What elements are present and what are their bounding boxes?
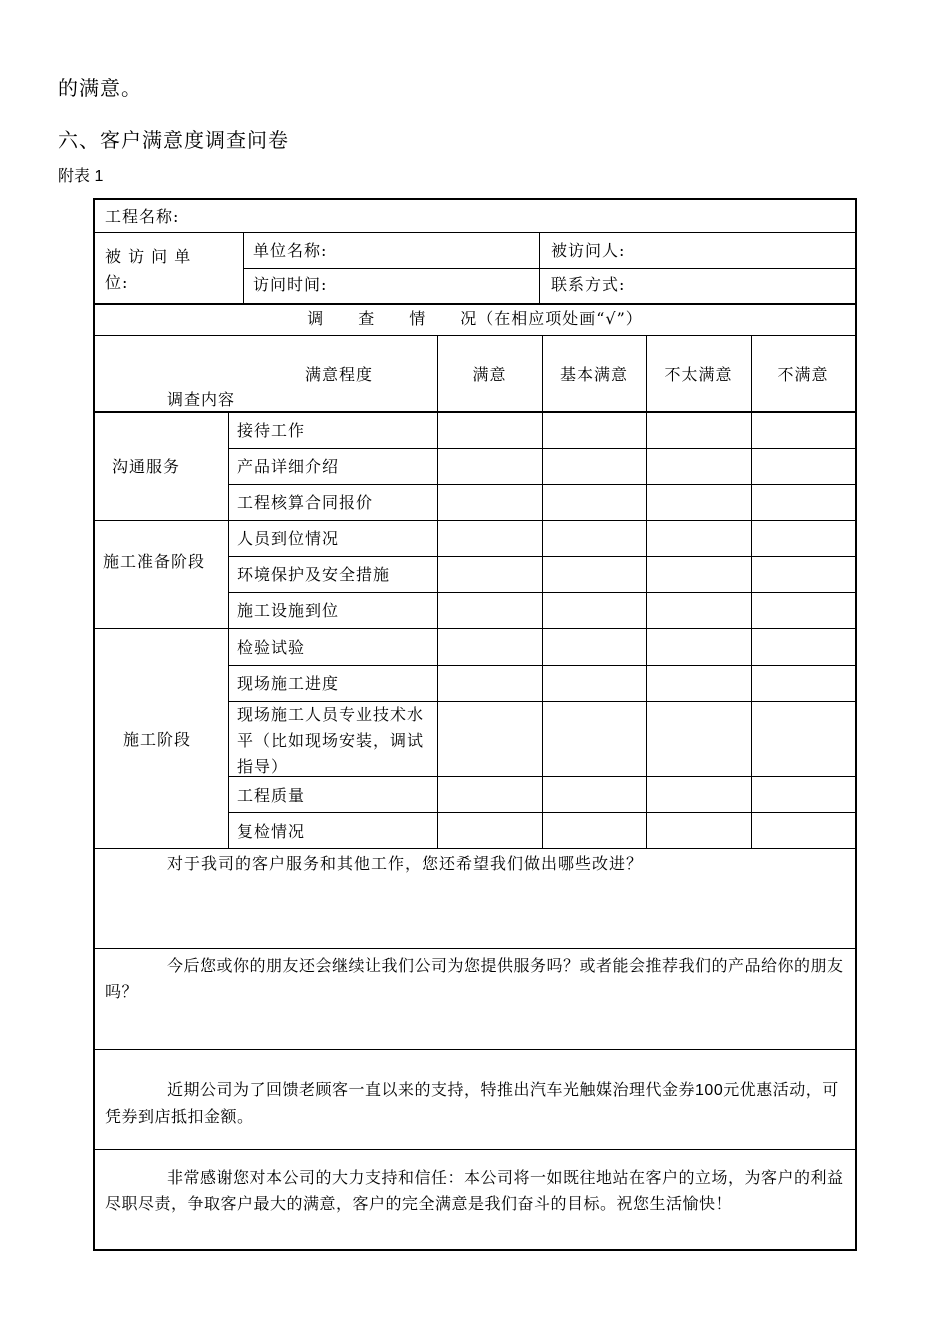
item-technical-level: 现场施工人员专业技术水平（比如现场安装，调试指导）	[237, 705, 425, 776]
item-personnel: 人员到位情况	[237, 529, 340, 548]
rule	[95, 848, 855, 849]
rule	[228, 411, 229, 848]
group-preparation: 施工准备阶段	[103, 552, 206, 571]
group-communication: 沟通服务	[112, 457, 181, 476]
item-quality: 工程质量	[237, 786, 306, 805]
contact-label: 联系方式:	[551, 275, 626, 294]
header-satisfaction-degree: 满意程度	[305, 365, 374, 384]
survey-table	[93, 198, 857, 1251]
project-name-label: 工程名称:	[105, 207, 180, 226]
rule	[95, 335, 855, 336]
unit-name-label: 单位名称:	[253, 241, 328, 260]
col-satisfied: 满意	[472, 365, 507, 384]
promo-after: 元优惠活动，可凭券到店抵扣金额。	[105, 1080, 839, 1126]
rule	[437, 335, 438, 848]
rule	[95, 1149, 855, 1150]
rule	[751, 335, 752, 848]
col-basically-satisfied: 基本满意	[559, 365, 628, 384]
promo-before: 近期公司为了回馈老顾客一直以来的支持，特推出汽车光触媒治理代金券	[167, 1080, 696, 1099]
rule	[95, 303, 855, 305]
rule	[95, 1049, 855, 1050]
interviewee-label: 被访问人:	[551, 241, 626, 260]
item-facilities: 施工设施到位	[237, 601, 340, 620]
promo-amount: 100	[695, 1082, 724, 1099]
rule	[243, 232, 244, 303]
visit-time-label: 访问时间:	[253, 275, 328, 294]
item-quote: 工程核算合同报价	[237, 493, 374, 512]
rule	[95, 948, 855, 949]
rule	[539, 232, 540, 303]
item-progress: 现场施工进度	[237, 674, 340, 693]
promo-text	[105, 1077, 849, 1130]
item-product-intro: 产品详细介绍	[237, 457, 340, 476]
appendix-label: 附表 1	[58, 168, 104, 185]
rule	[95, 520, 855, 521]
question-improvements: 对于我司的客户服务和其他工作，您还希望我们做出哪些改进？	[167, 854, 644, 873]
item-environment-safety: 环境保护及安全措施	[237, 565, 391, 584]
rule	[95, 232, 855, 233]
thanks-text: 非常感谢您对本公司的大力支持和信任：本公司将一如既往地站在客户的立场，为客户的利益尽职尽责，争取客户最大的满意，客户的完全满意是我们奋斗的目标。祝您生活愉快！	[105, 1168, 844, 1213]
header-survey-content: 调查内容	[167, 390, 236, 409]
visited-unit-label: 被 访 问 单	[105, 247, 192, 266]
rule	[243, 268, 855, 269]
rule	[542, 335, 543, 848]
item-recheck: 复检情况	[237, 822, 306, 841]
rule	[95, 628, 855, 629]
col-dissatisfied: 不满意	[777, 365, 829, 384]
rule	[646, 335, 647, 848]
col-not-very-satisfied: 不太满意	[664, 365, 733, 384]
item-inspection: 检验试验	[237, 638, 306, 657]
section-heading: 六、客户满意度调查问卷	[58, 128, 289, 152]
group-construction: 施工阶段	[123, 730, 192, 749]
intro-continuation: 的满意。	[58, 76, 142, 100]
question-recommend: 今后您或你的朋友还会继续让我们公司为您提供服务吗？或者能会推荐我们的产品给你的朋友吗？	[105, 956, 844, 1001]
visited-unit-label-cont: 位:	[105, 273, 129, 292]
survey-title: 调 查 情 况（在相应项处画“√”）	[307, 309, 643, 328]
item-reception: 接待工作	[237, 421, 306, 440]
